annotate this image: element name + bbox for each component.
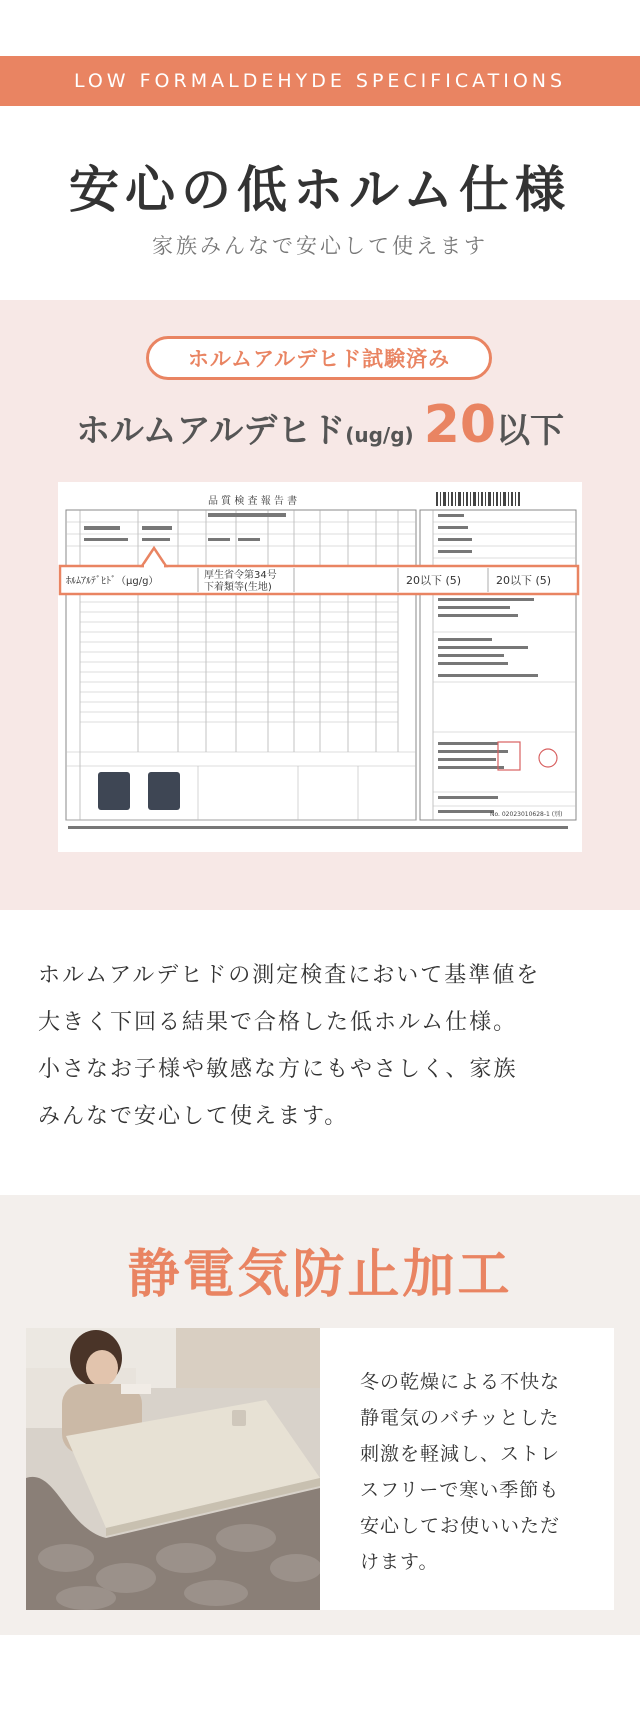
report-row-result2: 20以下 (5) bbox=[496, 574, 552, 587]
value-number: 20 bbox=[423, 395, 497, 455]
formaldehyde-value-line bbox=[0, 395, 640, 455]
test-badge: ホルムアルデヒド試験済み bbox=[146, 336, 492, 380]
report-title: 品 質 検 査 報 告 書 bbox=[208, 496, 298, 507]
report-row-item: ﾎﾙﾑｱﾙﾃﾞﾋﾄﾞ（μg/g） bbox=[66, 576, 159, 587]
card-line: 冬の乾燥による不快な bbox=[360, 1371, 561, 1393]
inspection-report-image bbox=[58, 482, 582, 852]
kotatsu-photo bbox=[26, 1328, 320, 1610]
report-number: No. 02023010628-1 (別) bbox=[490, 811, 563, 818]
description-line: みんなで安心して使えます。 bbox=[38, 1104, 349, 1129]
card-line: 刺激を軽減し、ストレ bbox=[360, 1443, 561, 1465]
card-line: けます。 bbox=[360, 1551, 439, 1573]
antistatic-card bbox=[320, 1328, 614, 1610]
description-paragraph bbox=[38, 952, 618, 1140]
value-unit: (ug/g) bbox=[345, 423, 414, 447]
section-banner: LOW FORMALDEHYDE SPECIFICATIONS bbox=[0, 56, 640, 106]
antistatic-title: 静電気防止加工 bbox=[127, 1245, 513, 1305]
value-label: ホルムアルデヒド bbox=[75, 411, 346, 451]
card-line: 静電気のバチッとした bbox=[360, 1407, 560, 1429]
description-line: 小さなお子様や敏感な方にもやさしく、家族 bbox=[38, 1057, 518, 1082]
antistatic-description bbox=[360, 1364, 600, 1580]
report-row-standard: 厚生省令第34号 bbox=[204, 570, 277, 581]
value-suffix: 以下 bbox=[496, 411, 565, 451]
report-row-standard2: 下着類等(生地) bbox=[204, 582, 272, 593]
description-line: 大きく下回る結果で合格した低ホルム仕様。 bbox=[38, 1010, 518, 1035]
page-subtitle: 家族みんなで安心して使えます bbox=[152, 234, 488, 258]
card-line: 安心してお使いいただ bbox=[360, 1515, 561, 1537]
description-line: ホルムアルデヒドの測定検査において基準値を bbox=[38, 963, 541, 988]
card-line: スフリーで寒い季節も bbox=[360, 1479, 560, 1501]
report-row-result1: 20以下 (5) bbox=[406, 574, 462, 587]
page-title: 安心の低ホルム仕様 bbox=[69, 161, 571, 219]
